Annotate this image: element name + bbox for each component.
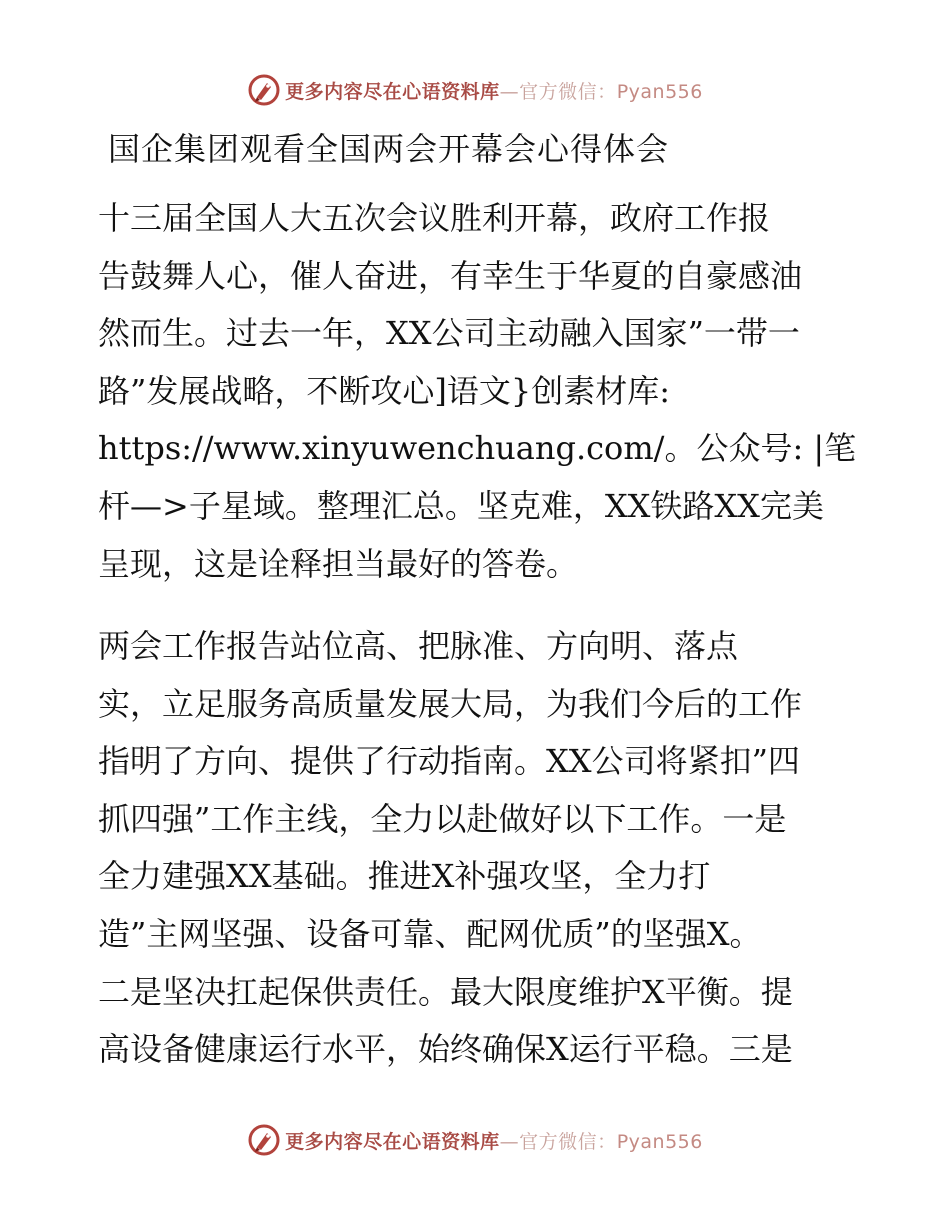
- paragraph-line: 两会工作报告站位高、把脉准、方向明、落点: [98, 627, 739, 665]
- banner-text: [285, 77, 703, 104]
- banner-label: 官方微信：: [519, 1130, 617, 1153]
- footer-banner: [0, 1120, 950, 1160]
- paragraph-line: 高设备健康运行水平，始终确保X运行平稳。三是: [98, 1030, 793, 1069]
- paragraph-line: 二是坚决扛起保供责任。最大限度维护X平衡。提: [98, 972, 793, 1011]
- paragraph-line: 告鼓舞人心，催人奋进，有幸生于华夏的自豪感油: [98, 256, 803, 295]
- banner-dash: —: [499, 80, 520, 103]
- paragraph-line: 全力建强XX基础。推进X补强攻坚，全力打: [98, 857, 711, 896]
- paragraph-line: 呈现，这是诠释担当最好的答卷。: [98, 544, 579, 583]
- banner-main-text: 更多内容尽在心语资料库: [285, 1130, 500, 1153]
- banner-wechat-id: Pyan556: [616, 1130, 703, 1153]
- pen-nib-logo-icon: [247, 73, 281, 107]
- paragraph-line: 实，立足服务高质量发展大局，为我们今后的工作: [98, 684, 803, 723]
- banner-wechat-id: Pyan556: [616, 80, 703, 103]
- banner-main-text: 更多内容尽在心语资料库: [285, 80, 500, 103]
- paragraph-line: 然而生。过去一年，XX公司主动融入国家”一带一: [98, 314, 800, 353]
- banner-text: [285, 1127, 703, 1154]
- paragraph-1: [98, 190, 858, 593]
- paragraph-line: 路”发展战略，不断攻心]语文}创素材库:: [98, 371, 670, 410]
- paragraph-2: [98, 618, 858, 1079]
- header-banner: [0, 70, 950, 110]
- paragraph-line: https://www.xinyuwenchuang.com/。公众号: |笔: [98, 429, 857, 468]
- paragraph-line: 抓四强”工作主线，全力以赴做好以下工作。一是: [98, 799, 787, 838]
- paragraph-line: 十三届全国人大五次会议胜利开幕，政府工作报: [98, 199, 771, 237]
- banner-dash: —: [499, 1130, 520, 1153]
- document-title: 国企集团观看全国两会开幕会心得体会: [108, 130, 670, 168]
- paragraph-line: 造”主网坚强、设备可靠、配网优质”的坚强X。: [98, 914, 762, 953]
- paragraph-line: 杆—>子星域。整理汇总。坚克难，XX铁路XX完美: [98, 486, 824, 525]
- pen-nib-logo-icon: [247, 1123, 281, 1157]
- banner-label: 官方微信：: [519, 80, 617, 103]
- paragraph-line: 指明了方向、提供了行动指南。XX公司将紧扣”四: [98, 742, 800, 781]
